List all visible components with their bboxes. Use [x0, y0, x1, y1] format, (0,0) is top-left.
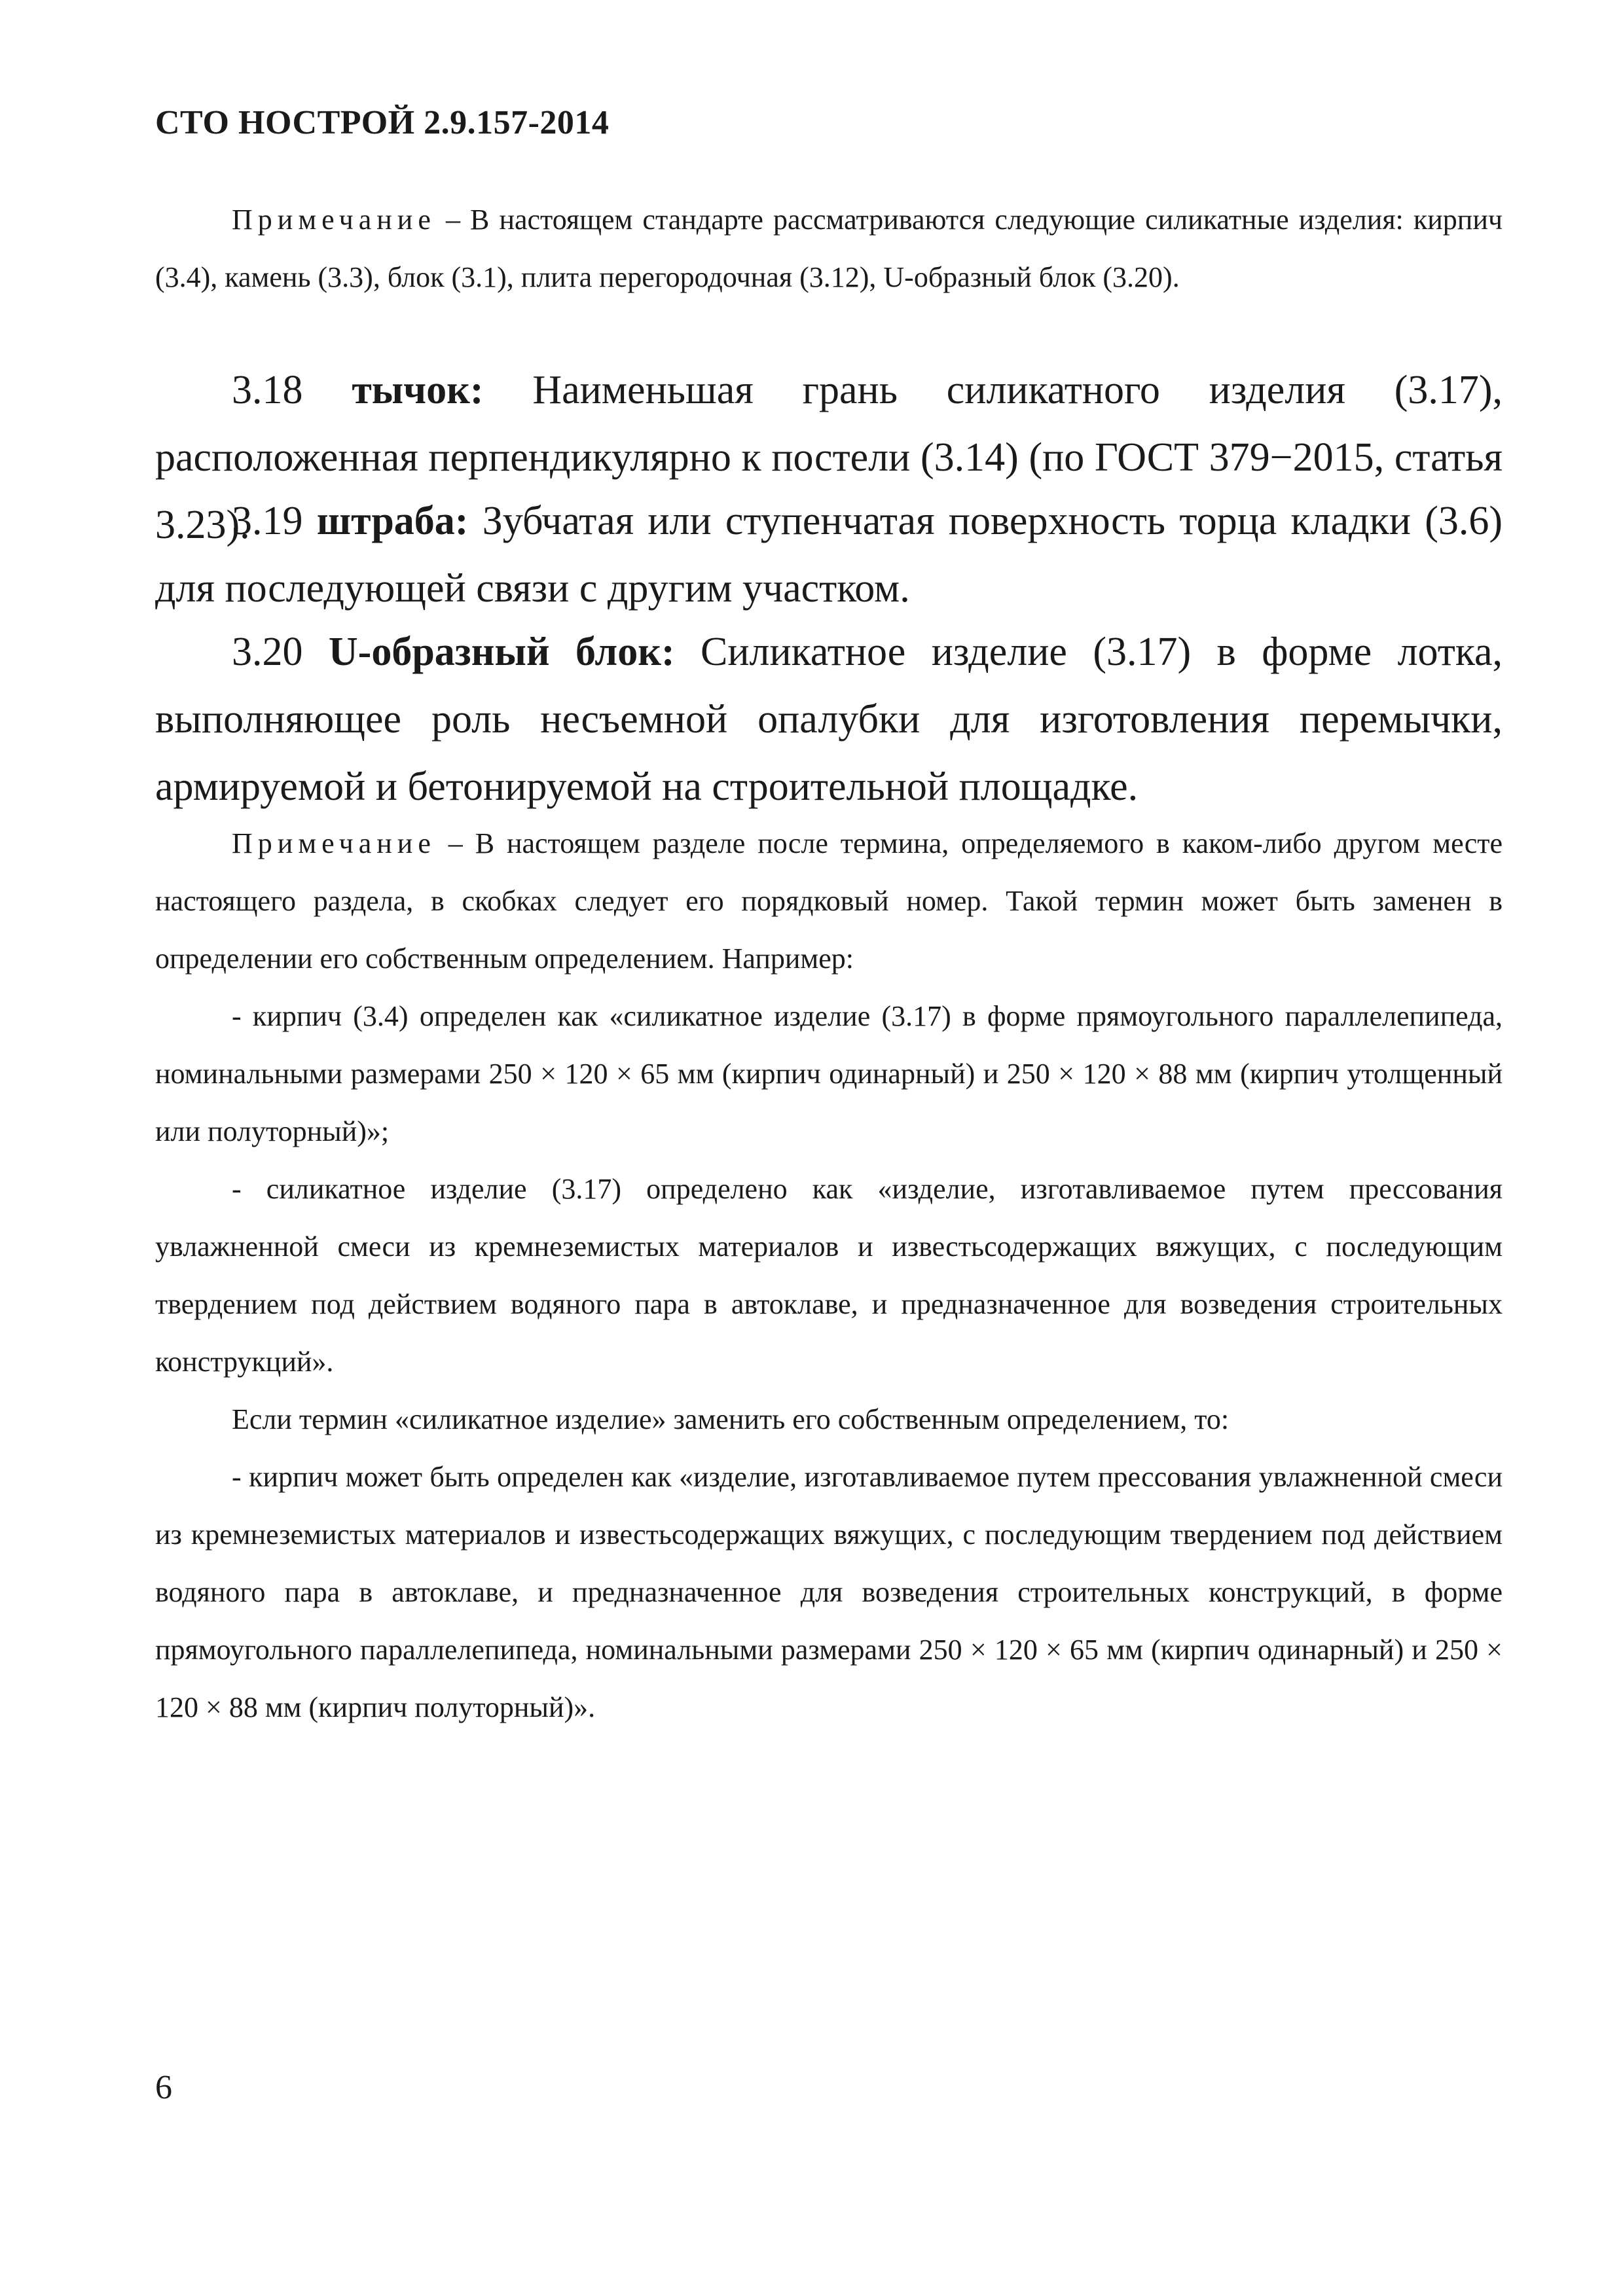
term-definition: Силикатное изделие (3.17) в форме лотка, выполняющее роль несъемной опалубки для изготовления перемычки, армируемой и бетонируемой на строительной площадке.	[155, 630, 1503, 809]
note-2	[155, 815, 1503, 1736]
note-1	[155, 191, 1503, 306]
document-code-header: СТО НОСТРОЙ 2.9.157-2014	[155, 104, 610, 141]
term-name: тычок:	[352, 368, 484, 412]
note-label: Примечание	[232, 204, 436, 236]
term-number: 3.18	[232, 368, 303, 412]
term-number: 3.20	[232, 630, 303, 674]
note-text: – В настоящем разделе после термина, определяемого в каком-либо другом месте настоящего раздела, в скобках следует его порядковый номер. Такой термин может быть заменен в определении его собственным определением. Например:	[155, 827, 1503, 975]
example-brick-substituted: - кирпич может быть определен как «изделие, изготавливаемое путем прессования увлажненной смеси из кремнеземистых материалов и известьсодержащих вяжущих, с последующим твердением под действием водяного пара в автоклаве, и предназначенное для возведения строительных конструкций, в форме прямоугольного параллелепипеда, номинальными размерами 250 × 120 × 65 мм (кирпич одинарный) и 250 × 120 × 88 мм (кирпич полуторный)».	[155, 1461, 1503, 1723]
example-brick: - кирпич (3.4) определен как «силикатное изделие (3.17) в форме прямоугольного параллелепипеда, номинальными размерами 250 × 120 × 65 мм (кирпич одинарный) и 250 × 120 × 88 мм (кирпич утолщенный или полуторный)»;	[155, 1000, 1503, 1147]
note-label: Примечание	[232, 827, 436, 859]
term-definition: Наименьшая грань силикатного изделия (3.17), расположенная перпендикулярно к постели (3.14) (по ГОСТ 379−2015, статья 3.23).	[155, 368, 1503, 547]
term-number: 3.19	[232, 499, 303, 543]
page-number: 6	[155, 2069, 172, 2106]
substitution-intro: Если термин «силикатное изделие» заменить его собственным определением, то:	[232, 1403, 1230, 1435]
note-text: – В настоящем стандарте рассматриваются следующие силикатные изделия: кирпич (3.4), камень (3.3), блок (3.1), плита перегородочная (3.12), U-образный блок (3.20).	[155, 204, 1503, 293]
term-3-20	[155, 619, 1503, 821]
term-definition: Зубчатая или ступенчатая поверхность торца кладки (3.6) для последующей связи с другим участком.	[155, 499, 1503, 611]
term-3-19	[155, 488, 1503, 622]
term-name: U-образный блок:	[328, 630, 675, 674]
term-name: штраба:	[316, 499, 469, 543]
example-silicate-product: - силикатное изделие (3.17) определено как «изделие, изготавливаемое путем прессования увлажненной смеси из кремнеземистых материалов и известьсодержащих вяжущих, с последующим твердением под действием водяного пара в автоклаве, и предназначенное для возведения строительных конструкций».	[155, 1173, 1503, 1378]
